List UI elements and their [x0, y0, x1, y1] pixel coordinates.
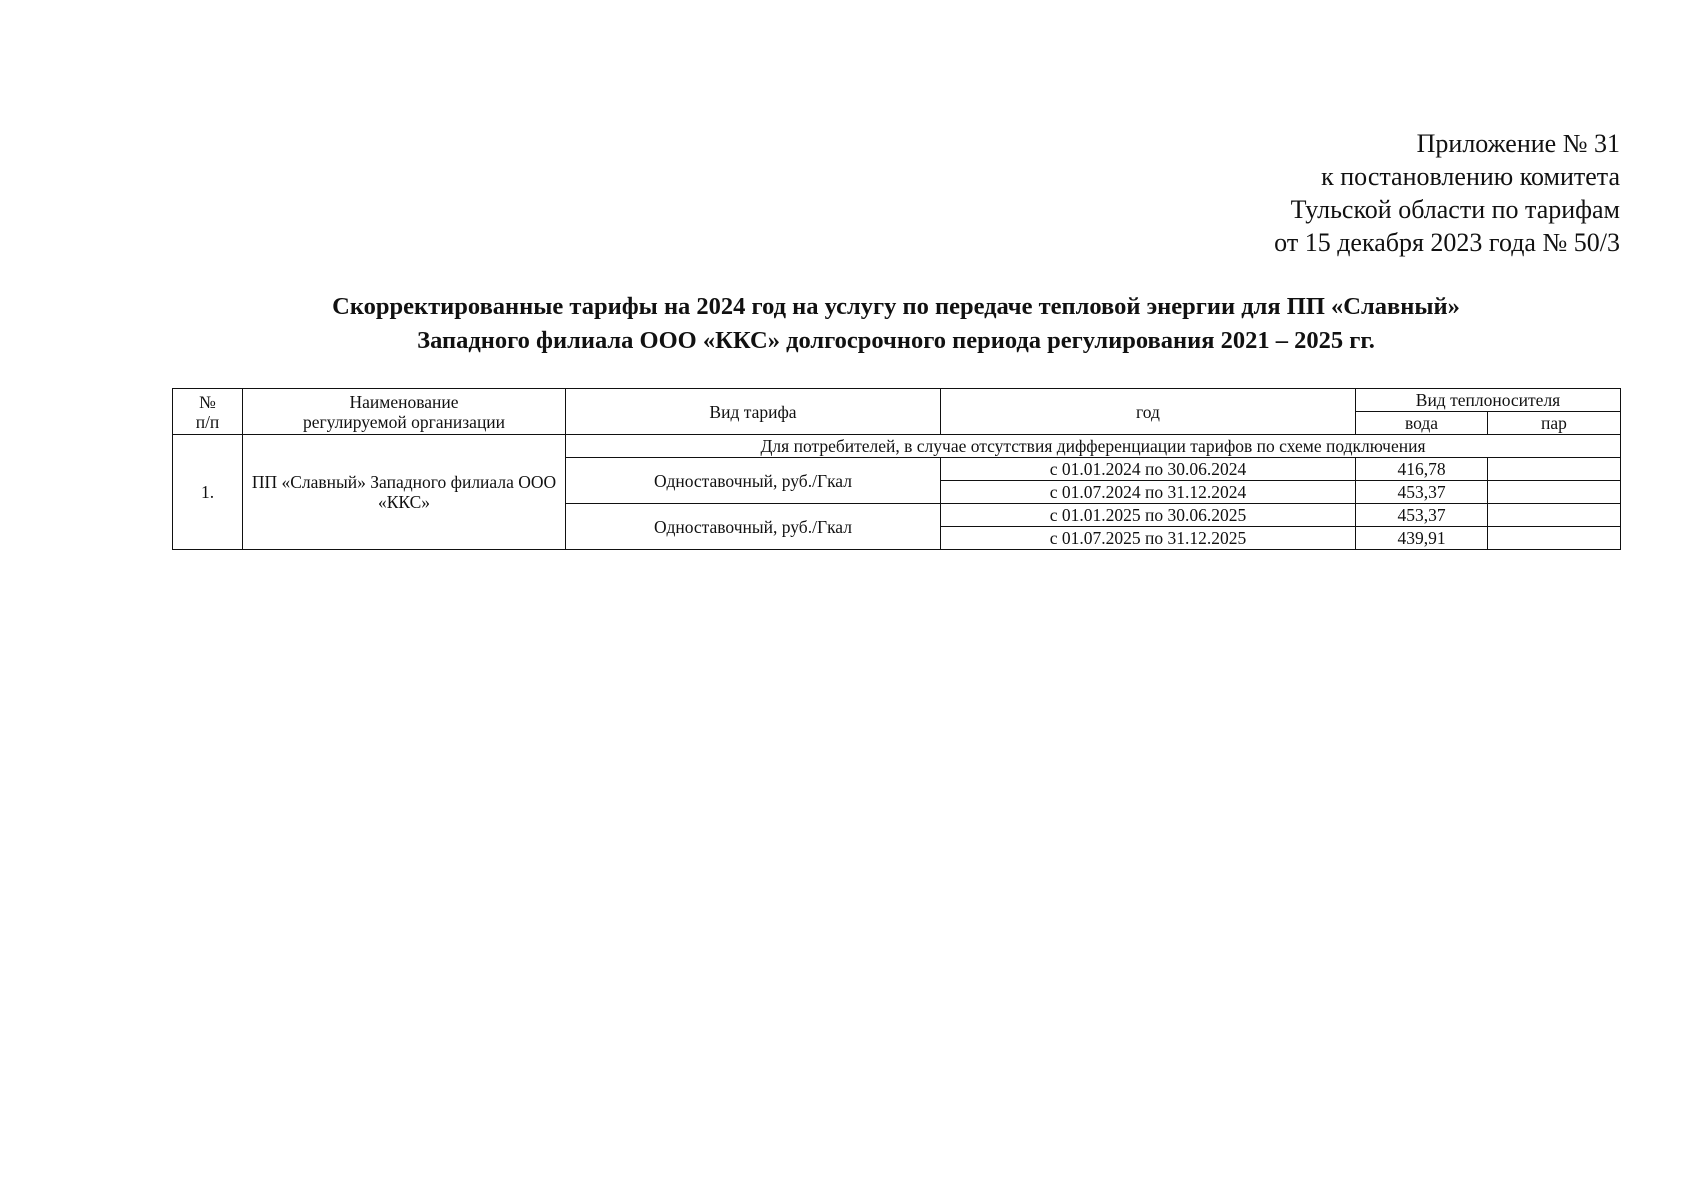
- appendix-number: Приложение № 31: [1416, 129, 1620, 158]
- header-steam: пар: [1488, 412, 1621, 435]
- steam-value-cell: [1488, 527, 1621, 550]
- appendix-date: от 15 декабря 2023 года № 50/3: [1274, 228, 1620, 257]
- tariff-type-cell: Одноставочный, руб./Гкал: [566, 458, 941, 504]
- header-number-abbr: п/п: [195, 411, 220, 432]
- period-cell: с 01.07.2025 по 31.12.2025: [941, 527, 1356, 550]
- header-organization-line-2: регулируемой организации: [302, 411, 506, 432]
- steam-value-cell: [1488, 481, 1621, 504]
- appendix-committee: Тульской области по тарифам: [1290, 195, 1620, 224]
- header-heat-carrier: Вид теплоносителя: [1356, 389, 1621, 412]
- header-tariff-type: Вид тарифа: [566, 389, 941, 435]
- header-water: вода: [1356, 412, 1488, 435]
- header-number-symbol: №: [199, 391, 216, 412]
- steam-value-cell: [1488, 458, 1621, 481]
- water-value-cell: 439,91: [1356, 527, 1488, 550]
- organization-name: ПП «Славный» Западного филиала ООО «ККС»: [243, 435, 566, 550]
- title-line-1: Скорректированные тарифы на 2024 год на услугу по передаче тепловой энергии для ПП «Славный»: [332, 293, 1460, 320]
- header-organization-line-1: Наименование: [349, 391, 459, 412]
- tariff-table: [172, 388, 1621, 550]
- section-heading: Для потребителей, в случае отсутствия дифференциации тарифов по схеме подключения: [566, 435, 1621, 458]
- period-cell: с 01.07.2024 по 31.12.2024: [941, 481, 1356, 504]
- header-number: [173, 389, 243, 435]
- appendix-reference: [1060, 127, 1620, 259]
- document-title: [172, 290, 1620, 358]
- header-row: [173, 389, 1621, 412]
- table-row: [173, 435, 1621, 458]
- water-value-cell: 453,37: [1356, 504, 1488, 527]
- period-cell: с 01.01.2024 по 30.06.2024: [941, 458, 1356, 481]
- row-number: 1.: [173, 435, 243, 550]
- tariff-type-cell: Одноставочный, руб./Гкал: [566, 504, 941, 550]
- title-line-2: Западного филиала ООО «ККС» долгосрочного периода регулирования 2021 – 2025 гг.: [417, 327, 1375, 354]
- header-organization: [243, 389, 566, 435]
- appendix-resolution: к постановлению комитета: [1321, 162, 1620, 191]
- header-year: год: [941, 389, 1356, 435]
- steam-value-cell: [1488, 504, 1621, 527]
- water-value-cell: 416,78: [1356, 458, 1488, 481]
- period-cell: с 01.01.2025 по 30.06.2025: [941, 504, 1356, 527]
- water-value-cell: 453,37: [1356, 481, 1488, 504]
